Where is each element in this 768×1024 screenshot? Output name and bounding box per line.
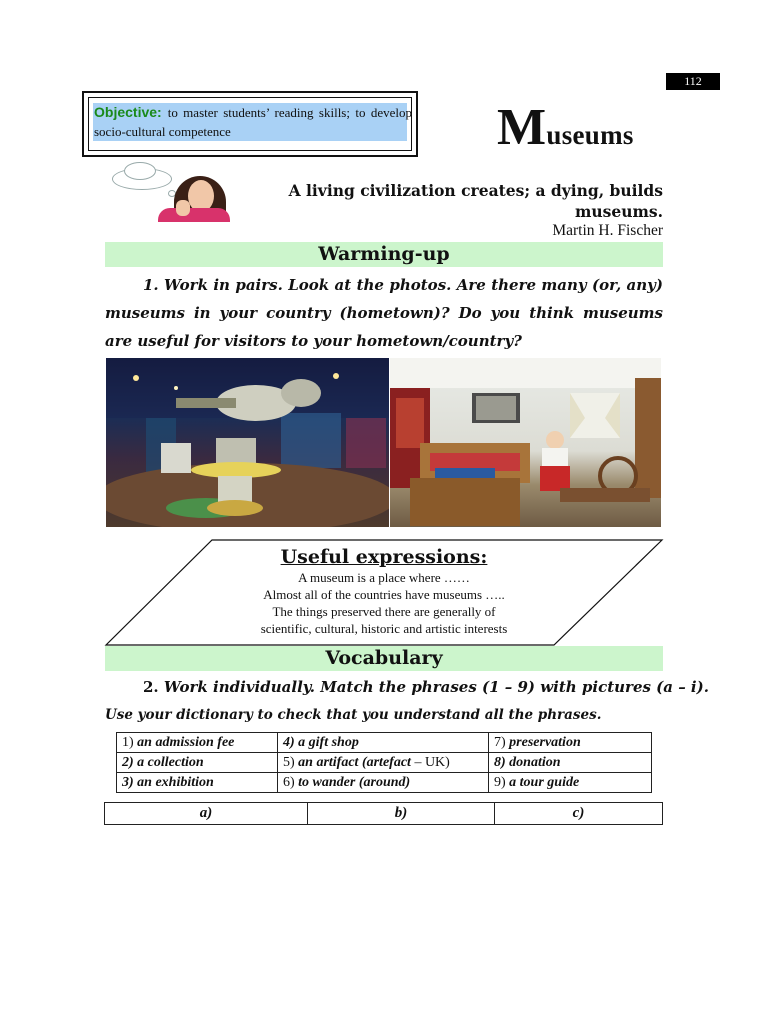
page-title: Museums	[497, 99, 634, 156]
phrase-cell: 3) an exhibition	[117, 773, 278, 793]
phrase-cell: 9) a tour guide	[489, 773, 652, 793]
useful-expression-line: A museum is a place where ……	[298, 570, 470, 585]
picture-letters-table	[104, 802, 663, 825]
page-number: 112	[666, 73, 720, 90]
phrase-cell: 2) a collection	[117, 753, 278, 773]
useful-expression-line: The things preserved there are generally of	[272, 604, 496, 619]
section-heading-vocabulary: Vocabulary	[105, 646, 663, 671]
phrase-cell: 8) donation	[489, 753, 652, 773]
table-row	[105, 803, 663, 825]
folk-museum-photo	[390, 358, 661, 527]
phrase-cell: 7) preservation	[489, 733, 652, 753]
epigraph-author: Martin H. Fischer	[552, 222, 663, 239]
useful-expressions-title: Useful expressions:	[280, 546, 488, 568]
picture-letter-cell: a)	[105, 803, 308, 825]
objective-label: Objective:	[94, 104, 162, 120]
table-row	[117, 753, 652, 773]
phrase-cell: 6) to wander (around)	[278, 773, 489, 793]
objective-box	[82, 91, 418, 157]
thinking-girl-illustration	[108, 160, 230, 222]
space-museum-photo	[106, 358, 389, 527]
section-heading-warming-up: Warming-up	[105, 242, 663, 267]
task-1-instructions: 1. Work in pairs. Look at the photos. Are there many (or, any) museums in your country (hometown)? Do you think museums are useful for visitors to your hometown/country?	[105, 276, 663, 350]
useful-expression-line: scientific, cultural, historic and artistic interests	[260, 621, 508, 636]
table-row	[117, 773, 652, 793]
picture-letter-cell: b)	[308, 803, 495, 825]
picture-letter-cell: c)	[495, 803, 663, 825]
phrase-cell: 4) a gift shop	[278, 733, 489, 753]
epigraph-quote: A living civilization creates; a dying, builds museums.	[288, 181, 663, 221]
task-2-instructions: 2. Work individually. Match the phrases (1 – 9) with pictures (a – i).	[143, 678, 709, 696]
phrase-cell: 5) an artifact (artefact – UK)	[278, 753, 489, 773]
objective-text: Objective: to master students’ reading skills; to develop socio-cultural competence	[94, 104, 412, 139]
table-row	[117, 733, 652, 753]
phrases-table	[116, 732, 652, 793]
phrase-cell: 1) an admission fee	[117, 733, 278, 753]
task-2-instructions-continued: Use your dictionary to check that you understand all the phrases.	[105, 707, 602, 723]
useful-expression-line: Almost all of the countries have museums …..	[263, 587, 505, 602]
